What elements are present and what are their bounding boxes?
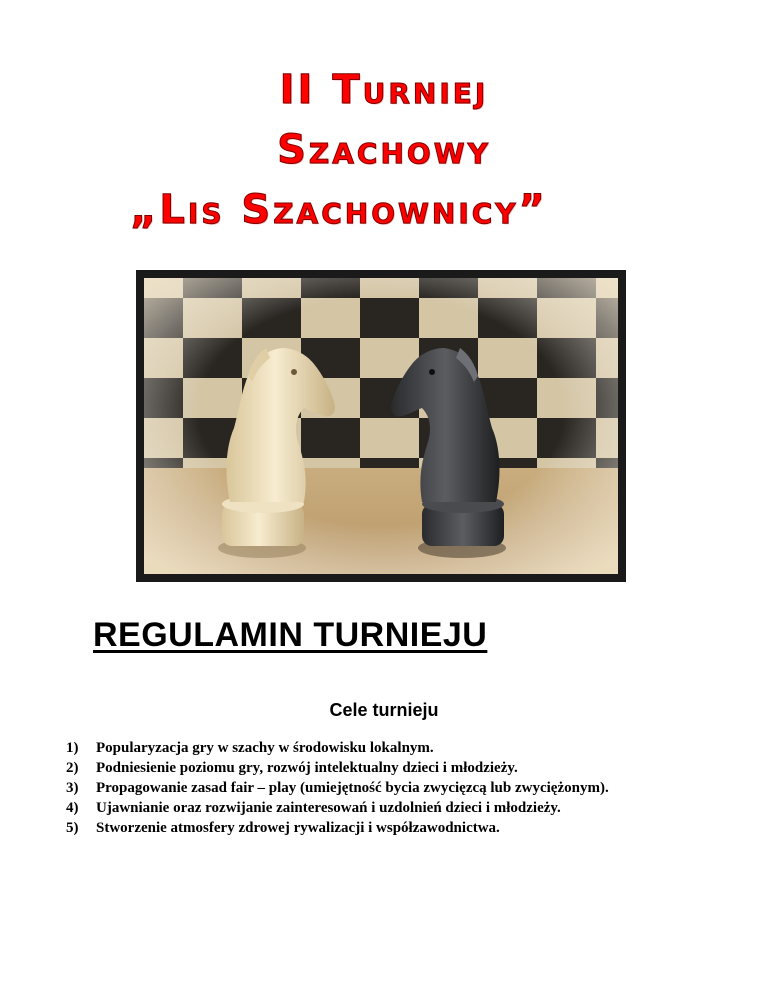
tournament-title bbox=[0, 60, 768, 240]
list-item-number: 2) bbox=[66, 760, 79, 776]
title-line-2: Szachowy bbox=[277, 127, 491, 173]
list-item-text: Stworzenie atmosfery zdrowej rywalizacji i współzawodnictwa. bbox=[96, 820, 500, 836]
list-item-text: Ujawnianie oraz rozwijanie zainteresowań i uzdolnień dzieci i młodzieży. bbox=[96, 800, 561, 816]
list-item-text: Popularyzacja gry w szachy w środowisku lokalnym. bbox=[96, 740, 434, 756]
goals-subheading: Cele turnieju bbox=[329, 700, 439, 720]
title-line-3: „Lis Szachownicy” bbox=[130, 187, 548, 233]
chess-knights-photo-icon bbox=[144, 278, 618, 574]
list-item bbox=[66, 738, 666, 758]
list-item bbox=[66, 778, 666, 798]
regulations-heading: REGULAMIN TURNIEJU bbox=[93, 616, 488, 654]
list-item bbox=[66, 818, 666, 838]
title-line-1: II Turniej bbox=[279, 67, 489, 113]
list-item-text: Podniesienie poziomu gry, rozwój intelektualny dzieci i młodzieży. bbox=[96, 760, 518, 776]
chess-photo-frame bbox=[136, 270, 626, 582]
list-item bbox=[66, 758, 666, 778]
list-item bbox=[66, 798, 666, 818]
list-item-number: 3) bbox=[66, 780, 79, 796]
list-item-number: 4) bbox=[66, 800, 79, 816]
goals-list bbox=[66, 738, 666, 838]
list-item-number: 1) bbox=[66, 740, 79, 756]
list-item-text: Propagowanie zasad fair – play (umiejętność bycia zwycięzcą lub zwyciężonym). bbox=[96, 780, 609, 796]
list-item-number: 5) bbox=[66, 820, 79, 836]
